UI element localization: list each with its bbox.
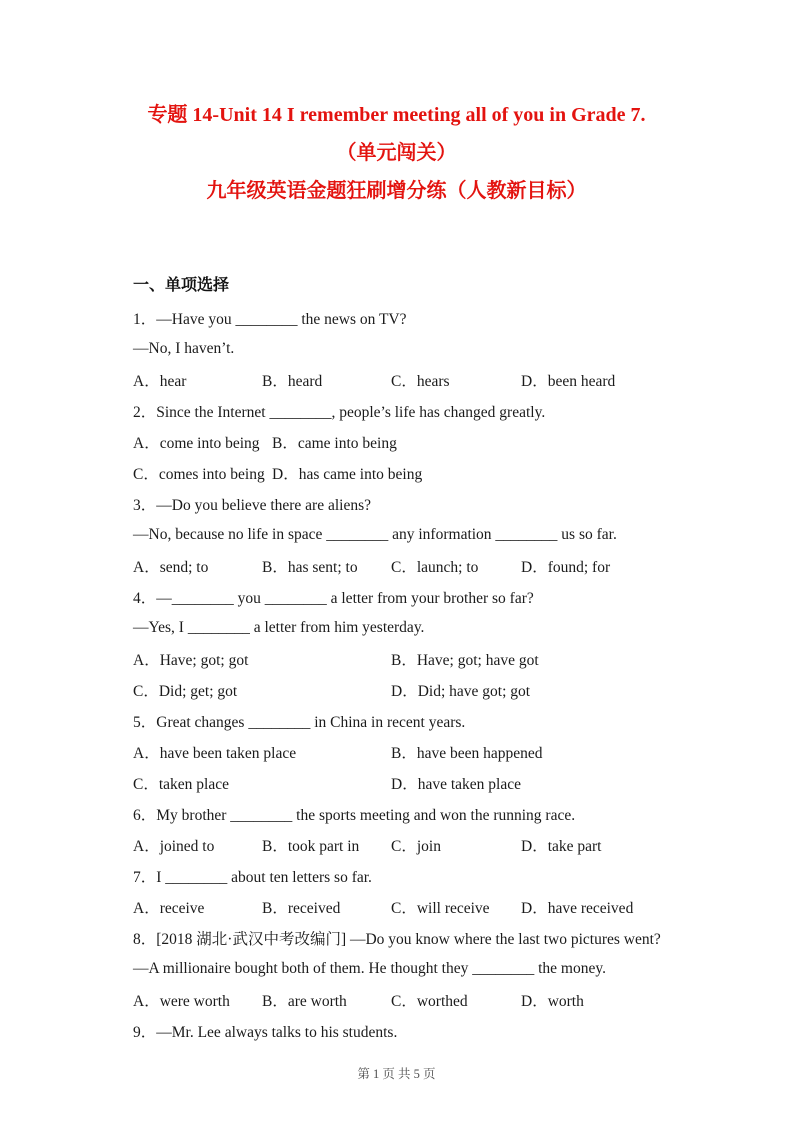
question-6-option: A．joined to	[133, 837, 215, 855]
question-8-option: A．were worth	[133, 992, 230, 1010]
question-5-options-row	[133, 767, 733, 798]
question-8-option: D．worth	[521, 992, 584, 1010]
question-9-stem-line: 9．—Mr. Lee always talks to his students.	[133, 1023, 398, 1041]
question-1-option: D．been heard	[521, 372, 616, 390]
question-7-option: C．will receive	[391, 899, 490, 917]
question-1-stem-line: 1．—Have you ________ the news on TV?	[133, 310, 407, 328]
question-6-option: C．join	[391, 837, 441, 855]
question-4-option: B．Have; got; have got	[391, 651, 539, 669]
content-area	[133, 268, 733, 1046]
question-3-option: A．send; to	[133, 558, 209, 576]
question-2-option: A．come into being	[133, 434, 260, 452]
question-3-option: B．has sent; to	[262, 558, 358, 576]
question-5-option: A．have been taken place	[133, 744, 297, 762]
question-6-options-row	[133, 829, 733, 860]
question-8-stem-line: —A millionaire bought both of them. He thought they ________ the money.	[133, 959, 606, 977]
question-3-stem-line: —No, because no life in space ________ any information ________ us so far.	[133, 525, 617, 543]
question-5-options-row	[133, 736, 733, 767]
question-4-option: A．Have; got; got	[133, 651, 249, 669]
question-4-stem-line: 4．—________ you ________ a letter from your brother so far?	[133, 589, 534, 607]
question-7-option: B．received	[262, 899, 341, 917]
question-2-option: D．has came into being	[272, 465, 423, 483]
title-block	[40, 96, 753, 210]
question-2-option: B．came into being	[272, 434, 397, 452]
question-4-options-row	[133, 674, 733, 705]
document-title-line-2: （单元闯关）	[336, 142, 457, 164]
question-4-option: C．Did; get; got	[133, 682, 238, 700]
question-7-stem-line: 7．I ________ about ten letters so far.	[133, 868, 372, 886]
question-1-option: A．hear	[133, 372, 187, 390]
question-2-options-row	[133, 426, 733, 457]
question-3-options-row	[133, 550, 733, 581]
question-1-stem-line: —No, I haven’t.	[133, 339, 235, 357]
question-7-option: D．have received	[521, 899, 634, 917]
question-5-option: D．have taken place	[391, 775, 521, 793]
question-2-option: C．comes into being	[133, 465, 265, 483]
document-title-line-1: 专题 14-Unit 14 I remember meeting all of you in Grade 7.	[147, 104, 646, 126]
question-1-option: C．hears	[391, 372, 450, 390]
question-5-option: C．taken place	[133, 775, 229, 793]
question-8-options-row	[133, 984, 733, 1015]
question-4-options-row	[133, 643, 733, 674]
page-number-footer: 第 1 页 共 5 页	[357, 1067, 436, 1081]
question-1-option: B．heard	[262, 372, 323, 390]
question-1-options-row	[133, 364, 733, 395]
question-2-stem-line: 2．Since the Internet ________, people’s life has changed greatly.	[133, 403, 546, 421]
question-5-stem-line: 5．Great changes ________ in China in recent years.	[133, 713, 466, 731]
section-heading: 一、单项选择	[133, 277, 230, 294]
question-6-stem-line: 6．My brother ________ the sports meeting and won the running race.	[133, 806, 576, 824]
question-3-option: C．launch; to	[391, 558, 479, 576]
document-title-line-3: 九年级英语金题狂刷增分练（人教新目标）	[206, 180, 587, 202]
question-6-option: D．take part	[521, 837, 602, 855]
question-7-option: A．receive	[133, 899, 205, 917]
question-8-stem-line: 8．[2018 湖北·武汉中考改编门] —Do you know where the last two pictures went?	[133, 930, 661, 948]
question-3-option: D．found; for	[521, 558, 611, 576]
question-8-option: C．worthed	[391, 992, 468, 1010]
question-2-options-row	[133, 457, 733, 488]
question-5-option: B．have been happened	[391, 744, 543, 762]
question-7-options-row	[133, 891, 733, 922]
question-4-option: D．Did; have got; got	[391, 682, 531, 700]
question-8-option: B．are worth	[262, 992, 347, 1010]
question-3-stem-line: 3．—Do you believe there are aliens?	[133, 496, 372, 514]
question-6-option: B．took part in	[262, 837, 360, 855]
question-4-stem-line: —Yes, I ________ a letter from him yesterday.	[133, 618, 425, 636]
questions-area	[133, 302, 733, 1046]
